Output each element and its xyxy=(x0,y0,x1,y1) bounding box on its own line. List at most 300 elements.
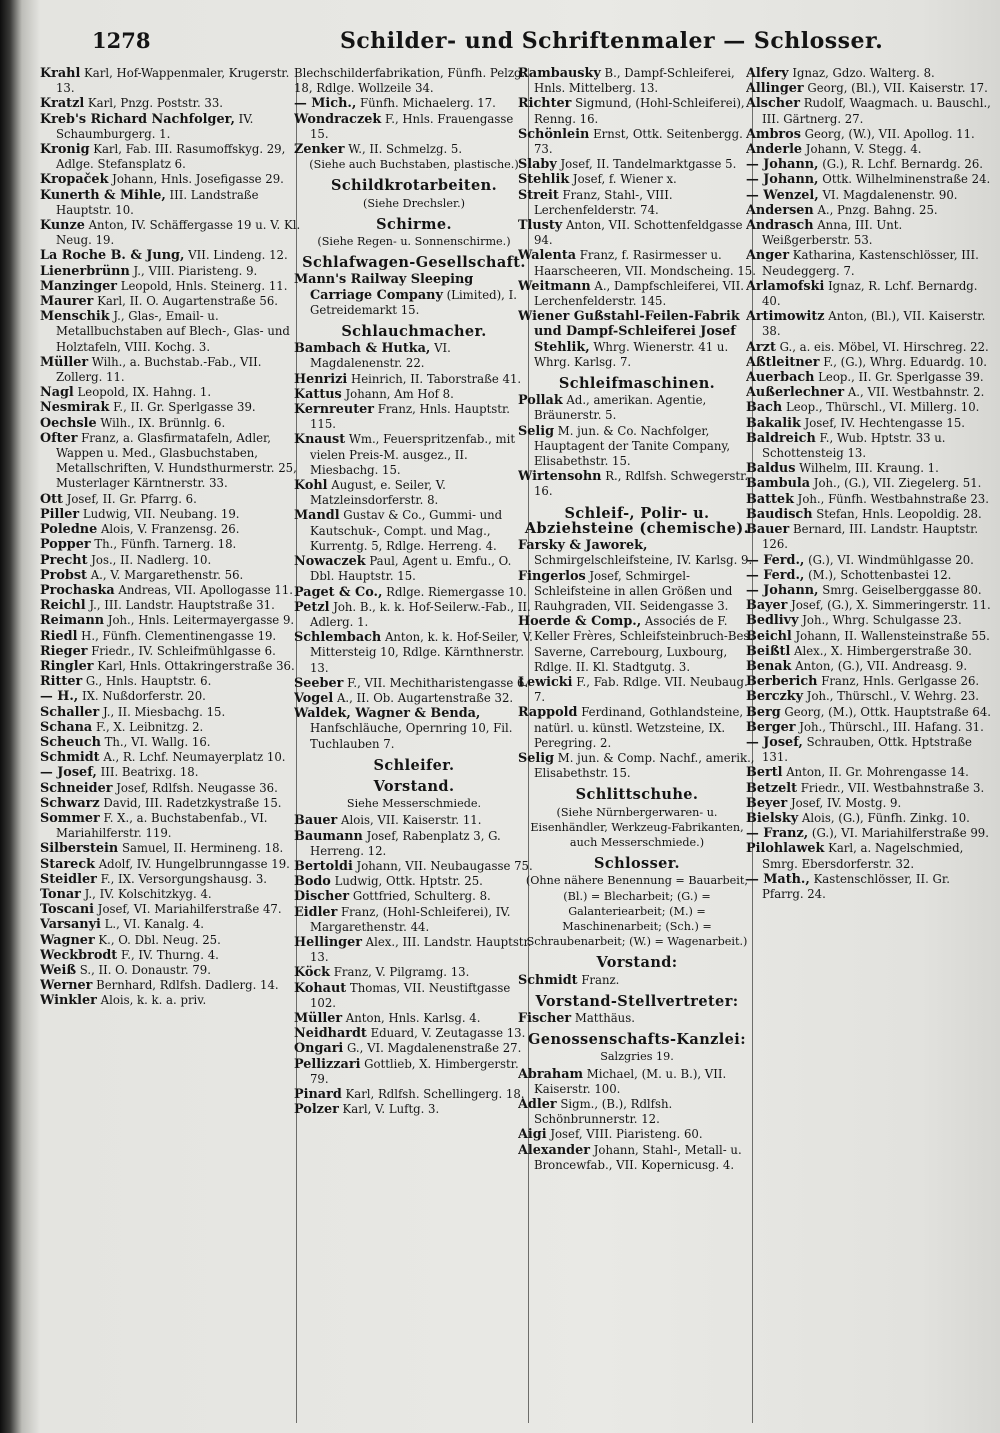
entry-name: Henrizi xyxy=(294,371,348,387)
directory-entry xyxy=(294,585,534,600)
section-note: Salzgries 19. xyxy=(600,1050,674,1064)
entry-details: Alex., X. Himbergerstraße 30. xyxy=(794,643,972,658)
entry-details: K., O. Dbl. Neug. 25. xyxy=(98,932,221,947)
entry-details: Georg, (W.), VII. Apollog. 11. xyxy=(804,126,975,141)
entry-name: Maurer xyxy=(40,294,94,310)
directory-entry xyxy=(746,735,994,765)
entry-details: Georg, (Bl.), VII. Kaiserstr. 17. xyxy=(807,81,988,96)
entry-name: Arzt xyxy=(746,339,776,355)
entry-details: IX. Nußdorferstr. 20. xyxy=(81,689,206,704)
entry-details: Alois, V. Franzensg. 26. xyxy=(100,522,240,537)
entry-details: Bernhard, Rdlfsh. Dadlerg. 14. xyxy=(96,978,279,993)
section-heading: Schirme. xyxy=(376,215,452,233)
entry-details: IV. Schaumburgerg. 1. xyxy=(56,111,254,141)
entry-name: Reichl xyxy=(40,598,86,614)
entry-name: Popper xyxy=(40,537,91,553)
entry-name: — Wenzel, xyxy=(746,187,819,203)
section-heading: Schlittschuhe. xyxy=(575,786,699,804)
directory-entry xyxy=(746,689,994,704)
entry-name: Aßtleitner xyxy=(746,354,820,370)
entry-details: Blechschilderfabrikation, Fünfh. Pelzg. 18, Rdlge. Wollzeile 34. xyxy=(294,66,526,96)
entry-details: Gottfried, Schulterg. 8. xyxy=(352,889,491,904)
entry-name: Beichl xyxy=(746,628,792,644)
entry-details: Th., Fünfh. Tarnerg. 18. xyxy=(94,537,237,552)
directory-entry xyxy=(294,630,534,676)
entry-name: — H., xyxy=(40,689,79,705)
directory-entry xyxy=(746,705,994,720)
entry-details: A., VII. Westbahnstr. 2. xyxy=(847,385,985,400)
entry-name: Werner xyxy=(40,978,93,994)
entry-details: Samuel, II. Hermineng. 18. xyxy=(121,841,284,856)
directory-entry xyxy=(40,142,302,172)
entry-name: Toscani xyxy=(40,902,95,918)
entry-details: David, III. Radetzkystraße 15. xyxy=(103,795,282,810)
entry-details: Wilh., IX. Brünnlg. 6. xyxy=(100,415,226,430)
directory-entry xyxy=(746,507,994,522)
directory-entry xyxy=(746,340,994,355)
directory-entry xyxy=(294,1057,534,1087)
entry-name: Artimowitz xyxy=(746,309,825,325)
directory-entry xyxy=(518,188,756,218)
entry-name: Neidhardt xyxy=(294,1026,367,1042)
entry-name: Weitmann xyxy=(518,278,591,294)
entry-name: Betzelt xyxy=(746,780,798,796)
entry-details: Franz, (Hohl-Schleiferei), IV. Margarethenstr. 44. xyxy=(310,904,511,934)
directory-entry xyxy=(40,583,302,598)
entry-details: G., a. eis. Möbel, VI. Hirschreg. 22. xyxy=(779,339,989,354)
directory-entry xyxy=(294,706,534,752)
entry-details: Alex., III. Landstr. Hauptstr. 13. xyxy=(310,934,532,965)
directory-entry xyxy=(40,279,302,294)
entry-details: Anton, Hnls. Karlsg. 4. xyxy=(345,1010,481,1025)
directory-entry xyxy=(40,872,302,887)
directory-column-4 xyxy=(746,66,994,1428)
section-note: (Ohne nähere Benennung = Bauarbeit; (Bl.) = Blecharbeit; (G.) = Galanteriearbeit; (M.) = Maschinenarbeit; (Sch.) = Schraubenarbeit; (W.) = Wagenarbeit.) xyxy=(525,874,749,949)
entry-details: S., II. O. Donaustr. 79. xyxy=(79,962,211,977)
directory-entry xyxy=(40,568,302,583)
directory-entry xyxy=(518,66,756,96)
entry-name: Kreb's Richard Nachfolger, xyxy=(40,111,235,127)
entry-details: F., (G.), Whrg. Eduardg. 10. xyxy=(823,354,987,369)
entry-details: Franz. xyxy=(581,972,620,987)
entry-details: Andreas, VII. Apollogasse 11. xyxy=(118,582,293,597)
entry-name: Mann's Railway Sleeping Carriage Company xyxy=(294,272,474,303)
entry-name: Rambausky xyxy=(518,66,601,81)
entry-name: Krahl xyxy=(40,66,81,81)
directory-entry xyxy=(40,781,302,796)
directory-entry xyxy=(294,387,534,402)
entry-name: Bodo xyxy=(294,874,331,890)
entry-details: Friedr., IV. Schleifmühlgasse 6. xyxy=(91,643,276,658)
entry-name: Tonar xyxy=(40,886,81,902)
directory-entry xyxy=(294,1026,534,1041)
directory-entry xyxy=(518,1067,756,1097)
entry-name: Pilohlawek xyxy=(746,841,825,857)
page-number: 1278 xyxy=(92,28,151,53)
entry-name: Streit xyxy=(518,187,559,203)
entry-details: Johann, Am Hof 8. xyxy=(345,386,454,401)
directory-entry xyxy=(40,400,302,415)
entry-name: Slaby xyxy=(518,157,557,173)
entry-name: Außerlechner xyxy=(746,385,845,401)
entry-name: — Johann, xyxy=(746,172,819,188)
entry-details: A., V. Margarethenstr. 56. xyxy=(90,567,244,582)
entry-name: — Josef, xyxy=(746,734,803,750)
entry-details: Ludwig, VII. Neubang. 19. xyxy=(82,506,240,521)
entry-name: Poledne xyxy=(40,522,98,538)
entry-name: Bakalik xyxy=(746,415,801,431)
directory-entry xyxy=(518,973,756,988)
entry-name: Oechsle xyxy=(40,415,97,431)
directory-entry xyxy=(746,720,994,735)
directory-entry xyxy=(746,66,994,81)
entry-name: Schana xyxy=(40,719,93,735)
entry-details: F., X. Leibnitzg. 2. xyxy=(95,719,204,734)
entry-details: Johann, Hnls. Josefigasse 29. xyxy=(112,172,284,187)
section-note: (Siehe Nürnbergerwaren- u. Eisenhändler, Werkzeug-Fabrikanten, auch Messerschmiede.) xyxy=(530,805,744,849)
entry-details: F. X., a. Buchstabenfab., VI. Mariahilferstr. 119. xyxy=(56,810,268,841)
directory-entry xyxy=(40,416,302,431)
entry-details: Johann, V. Stegg. 4. xyxy=(805,142,922,157)
directory-entry xyxy=(518,614,756,675)
directory-entry xyxy=(40,765,302,780)
directory-entry xyxy=(40,66,302,96)
entry-details: M. jun. & Comp. Nachf., amerik., Elisabethstr. 15. xyxy=(534,750,755,781)
entry-name: Wondraczek xyxy=(294,111,382,127)
entry-name: Prochaska xyxy=(40,582,115,598)
directory-entry xyxy=(746,127,994,142)
directory-entry xyxy=(746,598,994,613)
entry-details: Josef, II. Tandelmarktgasse 5. xyxy=(560,157,737,172)
entry-name: Silberstein xyxy=(40,841,119,857)
entry-name: — Math., xyxy=(746,871,810,887)
directory-entry xyxy=(518,751,756,781)
entry-details: F., Fab. Rdlge. VII. Neubaug. 7. xyxy=(534,674,748,705)
entry-name: Waldek, Wagner & Benda, xyxy=(294,706,481,722)
directory-entry xyxy=(40,264,302,279)
entry-details: J., II. Miesbachg. 15. xyxy=(102,704,226,719)
directory-entry xyxy=(294,813,534,828)
entry-name: Wagner xyxy=(40,932,95,948)
entry-details: F., Hnls. Frauengasse 15. xyxy=(310,111,514,141)
directory-entry xyxy=(40,218,302,248)
section-heading: Vorstand. xyxy=(373,777,455,795)
entry-details: Stefan, Hnls. Leopoldig. 28. xyxy=(816,506,982,521)
directory-entry xyxy=(40,385,302,400)
section-heading: Schleifer. xyxy=(373,756,455,774)
entry-name: Vogel xyxy=(294,690,334,706)
entry-details: Ottk. Wilhelminenstraße 24. xyxy=(822,172,991,187)
entry-details: G., VI. Magdalenenstraße 27. xyxy=(347,1041,522,1056)
directory-entry xyxy=(294,1011,534,1026)
entry-name: Paget & Co., xyxy=(294,584,383,600)
directory-entry xyxy=(746,811,994,826)
directory-entry xyxy=(294,341,534,371)
directory-entry xyxy=(746,309,994,339)
directory-entry xyxy=(40,689,302,704)
entry-details: Anton, (Bl.), VII. Kaiserstr. 38. xyxy=(762,309,986,339)
entry-name: Weckbrodt xyxy=(40,947,118,963)
entry-details: Alois, VII. Kaiserstr. 11. xyxy=(341,813,482,828)
entry-name: Bauer xyxy=(746,522,790,538)
entry-details: (G.), VI. Mariahilferstraße 99. xyxy=(811,826,989,841)
entry-name: La Roche B. & Jung, xyxy=(40,248,185,264)
entry-details: VII. Lindeng. 12. xyxy=(188,248,288,263)
directory-entry xyxy=(518,309,756,370)
entry-name: Sommer xyxy=(40,810,100,826)
directory-entry xyxy=(294,96,534,111)
entry-name: Lewicki xyxy=(518,674,573,690)
entry-details: Wm., Feuerspritzenfab., mit vielen Preis-M. ausgez., II. Miesbachg. 15. xyxy=(310,432,516,477)
entry-name: Lienerbrünn xyxy=(40,263,130,279)
entry-details: Ignaz, Gdzo. Walterg. 8. xyxy=(792,66,935,80)
entry-name: Hoerde & Comp., xyxy=(518,614,642,630)
entry-details: Johann, VII. Neubaugasse 75. xyxy=(356,858,533,873)
entry-details: Ignaz, R. Lchf. Bernardg. 40. xyxy=(762,278,978,309)
directory-entry xyxy=(40,507,302,522)
entry-name: Hellinger xyxy=(294,934,362,950)
directory-entry xyxy=(746,203,994,218)
entry-name: Rappold xyxy=(518,705,578,721)
entry-name: — Ferd., xyxy=(746,567,805,583)
entry-name: Stareck xyxy=(40,856,95,872)
entry-details: Leop., II. Gr. Sperlgasse 39. xyxy=(818,370,984,385)
entry-name: Pellizzari xyxy=(294,1056,361,1072)
entry-name: Ofter xyxy=(40,430,78,446)
directory-entry xyxy=(40,188,302,218)
entry-name: Menschik xyxy=(40,309,110,325)
entry-name: Kronig xyxy=(40,142,90,158)
entry-name: Beyer xyxy=(746,795,788,811)
entry-name: Rieger xyxy=(40,643,88,659)
entry-name: Bauer xyxy=(294,813,338,829)
directory-entry xyxy=(294,676,534,691)
directory-entry xyxy=(40,902,302,917)
entry-details: (M.), Schottenbastei 12. xyxy=(808,567,952,582)
entry-details: Anna, III. Unt. Weißgerberstr. 53. xyxy=(762,218,903,248)
directory-entry xyxy=(294,981,534,1011)
directory-entry xyxy=(518,248,756,278)
entry-details: Anton, IV. Schäffergasse 19 u. V. Kl. Neug. 19. xyxy=(56,218,301,248)
entry-name: Schneider xyxy=(40,780,113,796)
entry-name: Andersen xyxy=(746,202,814,218)
directory-entry xyxy=(40,887,302,902)
entry-name: Bedlivy xyxy=(746,613,799,629)
entry-details: Gottlieb, X. Himbergerstr. 79. xyxy=(310,1056,519,1086)
directory-entry xyxy=(746,157,994,172)
directory-entry xyxy=(294,372,534,387)
entry-details: Alois, k. k. a. priv. xyxy=(100,993,207,1008)
entry-name: Winkler xyxy=(40,993,97,1009)
directory-entry xyxy=(746,355,994,370)
entry-name: Piller xyxy=(40,506,80,522)
directory-entry xyxy=(518,218,756,248)
directory-entry xyxy=(746,765,994,780)
directory-entry xyxy=(40,963,302,978)
entry-name: Reimann xyxy=(40,613,105,629)
directory-entry xyxy=(518,157,756,172)
entry-details: Anton, k. k. Hof-Seiler, V. Mittersteig 10, Rdlge. Kärnthnerstr. 13. xyxy=(310,630,533,675)
entry-name: Nesmirak xyxy=(40,400,110,416)
entry-name: Fingerlos xyxy=(518,568,586,584)
directory-entry xyxy=(746,96,994,126)
entry-details: (G.), R. Lchf. Bernardg. 26. xyxy=(822,157,983,172)
directory-entry xyxy=(746,279,994,309)
entry-name: Petzl xyxy=(294,599,330,615)
entry-details: Franz, Hnls. Hauptstr. 115. xyxy=(310,402,510,432)
entry-details: J., III. Landstr. Hauptstraße 31. xyxy=(89,598,275,613)
entry-name: Battek xyxy=(746,491,794,507)
directory-entry xyxy=(40,720,302,735)
directory-entry xyxy=(746,644,994,659)
directory-entry xyxy=(294,600,534,630)
entry-name: Alfery xyxy=(746,66,789,81)
entry-details: Kastenschlösser, II. Gr. Pfarrg. 24. xyxy=(762,871,950,901)
entry-name: — Franz, xyxy=(746,826,809,842)
entry-details: Paul, Agent u. Emfu., O. Dbl. Hauptstr. 15. xyxy=(310,554,512,584)
entry-name: Anderle xyxy=(746,142,803,158)
entry-name: Abraham xyxy=(518,1066,584,1082)
entry-name: Probst xyxy=(40,567,87,583)
entry-details: Joh., Thürschl., V. Wehrg. 23. xyxy=(806,689,979,704)
directory-entry xyxy=(40,978,302,993)
directory-entry xyxy=(746,568,994,583)
directory-entry xyxy=(746,461,994,476)
directory-entry xyxy=(294,142,534,157)
directory-entry xyxy=(518,172,756,187)
entry-name: Pinard xyxy=(294,1087,342,1102)
entry-name: Müller xyxy=(294,1010,343,1026)
entry-name: Kunerth & Mihle, xyxy=(40,187,166,203)
entry-details: F., IV. Thurng. 4. xyxy=(120,947,219,962)
directory-entry xyxy=(40,172,302,187)
entry-name: Polzer xyxy=(294,1102,339,1118)
entry-name: Alscher xyxy=(746,96,800,112)
entry-details: Wilhelm, III. Kraung. 1. xyxy=(799,461,939,476)
entry-details: A., II. Ob. Augartenstraße 32. xyxy=(336,690,514,705)
directory-entry xyxy=(746,826,994,841)
directory-entry xyxy=(518,569,756,615)
entry-name: Seeber xyxy=(294,675,344,691)
entry-details: Karl, Rdlfsh. Schellingerg. 18. xyxy=(345,1087,525,1101)
entry-name: Stehlik xyxy=(518,172,570,188)
entry-details: III. Beatrixg. 18. xyxy=(100,765,199,780)
entry-details: Karl, V. Luftg. 3. xyxy=(342,1102,440,1117)
entry-details: Georg, (M.), Ottk. Hauptstraße 64. xyxy=(784,704,992,719)
entry-name: Steidler xyxy=(40,871,97,887)
directory-entry xyxy=(40,537,302,552)
entry-details: Gustav & Co., Gummi- und Kautschuk-, Compt. und Mag., Kurrentg. 5, Rdlge. Herreng. 4. xyxy=(310,508,503,553)
directory-entry xyxy=(518,1011,756,1026)
directory-entry xyxy=(746,553,994,568)
entry-details: (Limited), I. Getreidemarkt 15. xyxy=(310,287,517,317)
entry-details: Rudolf, Waagmach. u. Bauschl., III. Gärtnerg. 27. xyxy=(762,96,991,126)
entry-name: Bertoldi xyxy=(294,858,353,874)
entry-details: Th., VI. Wallg. 16. xyxy=(104,734,211,749)
entry-name: Walenta xyxy=(518,248,577,264)
entry-details: J., IV. Kolschitzkyg. 4. xyxy=(84,886,212,901)
directory-column-2 xyxy=(294,66,534,1428)
directory-entry xyxy=(294,935,534,965)
directory-entry xyxy=(746,188,994,203)
entry-details: Josef, Rdlfsh. Neugasse 36. xyxy=(116,780,278,795)
directory-entry xyxy=(294,829,534,859)
entry-name: Kropaček xyxy=(40,172,109,188)
directory-entry xyxy=(40,674,302,689)
directory-entry xyxy=(40,248,302,263)
section-heading: Vorstand: xyxy=(596,954,678,972)
directory-entry xyxy=(518,127,756,157)
entry-details: Franz, Stahl-, VIII. Lerchenfelderstr. 74. xyxy=(534,187,673,217)
entry-details: Associés de F. Keller Frères, Schleifsteinbruch-Bes. Saverne, Carrebourg, Luxbourg, Rdlge. II. Kl. Stadtgutg. 3. xyxy=(534,614,754,674)
entry-name: Wiener Gußstahl-Feilen-Fabrik und Dampf-Schleiferei Josef Stehlik, xyxy=(518,309,740,355)
directory-entry xyxy=(40,492,302,507)
directory-entry xyxy=(518,393,756,423)
entry-details: Karl, Hof-Wappenmaler, Krugerstr. 13. xyxy=(56,66,290,96)
entry-details: Anton, II. Gr. Mohrengasse 14. xyxy=(786,765,969,780)
entry-name: — Josef, xyxy=(40,765,97,781)
entry-name: Ritter xyxy=(40,674,83,690)
section-heading: Schlafwagen-Gesellschaft. xyxy=(302,254,526,272)
entry-details: Matthäus. xyxy=(574,1010,635,1025)
directory-entry xyxy=(40,659,302,674)
entry-name: Anger xyxy=(746,248,790,264)
entry-name: Precht xyxy=(40,552,88,568)
entry-details: Eduard, V. Zeutagasse 13. xyxy=(370,1026,526,1041)
entry-name: Discher xyxy=(294,889,350,905)
directory-entry xyxy=(746,781,994,796)
entry-name: Berberich xyxy=(746,674,818,690)
directory-entry xyxy=(746,583,994,598)
directory-entry xyxy=(746,431,994,461)
directory-entry xyxy=(746,476,994,491)
entry-details: Karl, Pnzg. Poststr. 33. xyxy=(87,96,223,111)
entry-details: VI. Magdalenenstr. 90. xyxy=(822,187,958,202)
directory-entry xyxy=(294,905,534,935)
entry-details: Josef, IV. Hechtengasse 15. xyxy=(804,415,965,430)
running-title: Schilder- und Schriftenmaler — Schlosser. xyxy=(340,28,884,54)
entry-name: Schmidt xyxy=(40,750,100,766)
entry-details: Ad., amerikan. Agentie, Bräunerstr. 5. xyxy=(534,393,707,423)
directory-entry xyxy=(40,112,302,142)
entry-name: Baldus xyxy=(746,461,796,477)
entry-name: Kohaut xyxy=(294,980,347,996)
entry-details: Jos., II. Nadlerg. 10. xyxy=(91,552,212,567)
directory-entry xyxy=(746,841,994,871)
entry-details: Johann, Stahl-, Metall- u. Broncewfab., VII. Kopernicusg. 4. xyxy=(534,1142,742,1172)
directory-entry xyxy=(746,674,994,689)
entry-details: Josef, f. Wiener x. xyxy=(572,172,677,187)
entry-name: Arlamofski xyxy=(746,278,825,294)
directory-entry xyxy=(40,750,302,765)
entry-name: Kunze xyxy=(40,218,85,234)
entry-name: Manzinger xyxy=(40,278,118,294)
entry-details: VI. Magdalenenstr. 22. xyxy=(310,341,451,371)
directory-entry xyxy=(294,1041,534,1056)
entry-details: F., II. Gr. Sperlgasse 39. xyxy=(113,400,256,415)
directory-entry-continuation xyxy=(294,66,534,96)
directory-entry xyxy=(746,81,994,96)
entry-details: Franz, V. Pilgramg. 13. xyxy=(333,965,470,980)
entry-name: Auerbach xyxy=(746,370,815,386)
directory-entry xyxy=(746,385,994,400)
section-note: Siehe Messerschmiede. xyxy=(346,797,482,811)
entry-details: Katharina, Kastenschlösser, III. Neudeggerg. 7. xyxy=(762,248,979,278)
entry-details: Josef, (G.), X. Simmeringerstr. 11. xyxy=(791,598,991,613)
section-note: (Siehe Drechsler.) xyxy=(363,196,465,210)
entry-name: — Johann, xyxy=(746,582,819,598)
entry-name: Baudisch xyxy=(746,506,813,522)
